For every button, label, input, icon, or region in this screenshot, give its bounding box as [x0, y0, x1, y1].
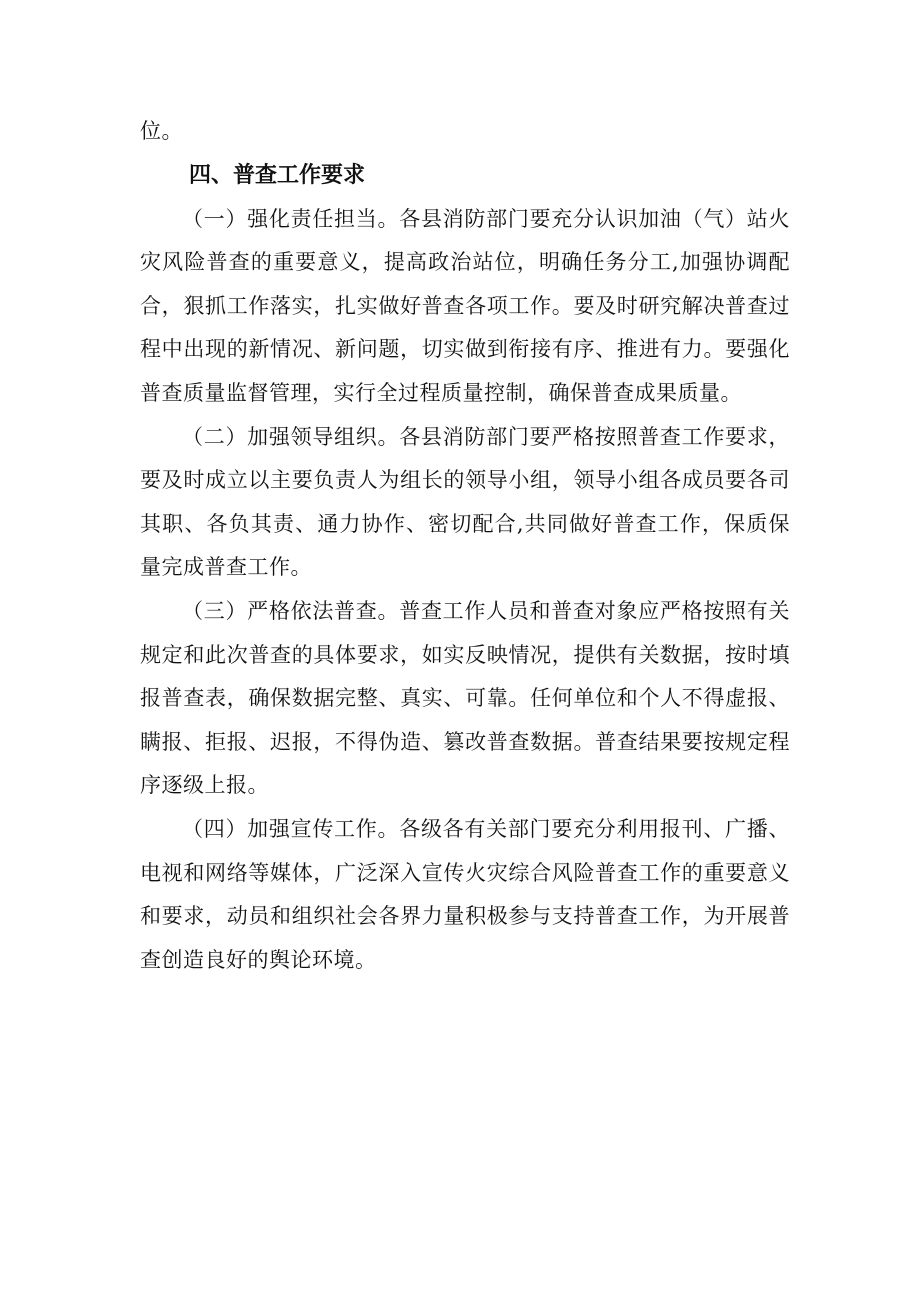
paragraph-4: （四）加强宣传工作。各级各有关部门要充分利用报刊、广播、电视和网络等媒体，广泛深入宣传火灾综合风险普查工作的重要意义和要求，动员和组织社会各界力量积极参与支持普查工作，为开展普查创造良好的舆论环境。	[140, 816, 790, 972]
carryover-text: 位。	[140, 119, 183, 143]
paragraph-1: （一）强化责任担当。各县消防部门要充分认识加油（气）站火灾风险普查的重要意义，提高政治站位，明确任务分工,加强协调配合，狠抓工作落实，扎实做好普查各项工作。要及时研究解决普查过程中出现的新情况、新问题，切实做到衔接有序、推进有力。要强化普查质量监督管理，实行全过程质量控制，确保普查成果质量。	[140, 206, 790, 405]
document-page	[140, 110, 790, 982]
section-heading: 四、普查工作要求	[189, 162, 366, 188]
paragraph-2: （二）加强领导组织。各县消防部门要严格按照普查工作要求，要及时成立以主要负责人为组长的领导小组，领导小组各成员要各司其职、各负其责、通力协作、密切配合,共同做好普查工作，保质保量完成普查工作。	[140, 424, 790, 580]
paragraph-3: （三）严格依法普查。普查工作人员和普查对象应严格按照有关规定和此次普查的具体要求，如实反映情况，提供有关数据，按时填报普查表，确保数据完整、真实、可靠。任何单位和个人不得虚报、瞒报、拒报、迟报，不得伪造、篡改普查数据。普查结果要按规定程序逐级上报。	[140, 598, 790, 798]
